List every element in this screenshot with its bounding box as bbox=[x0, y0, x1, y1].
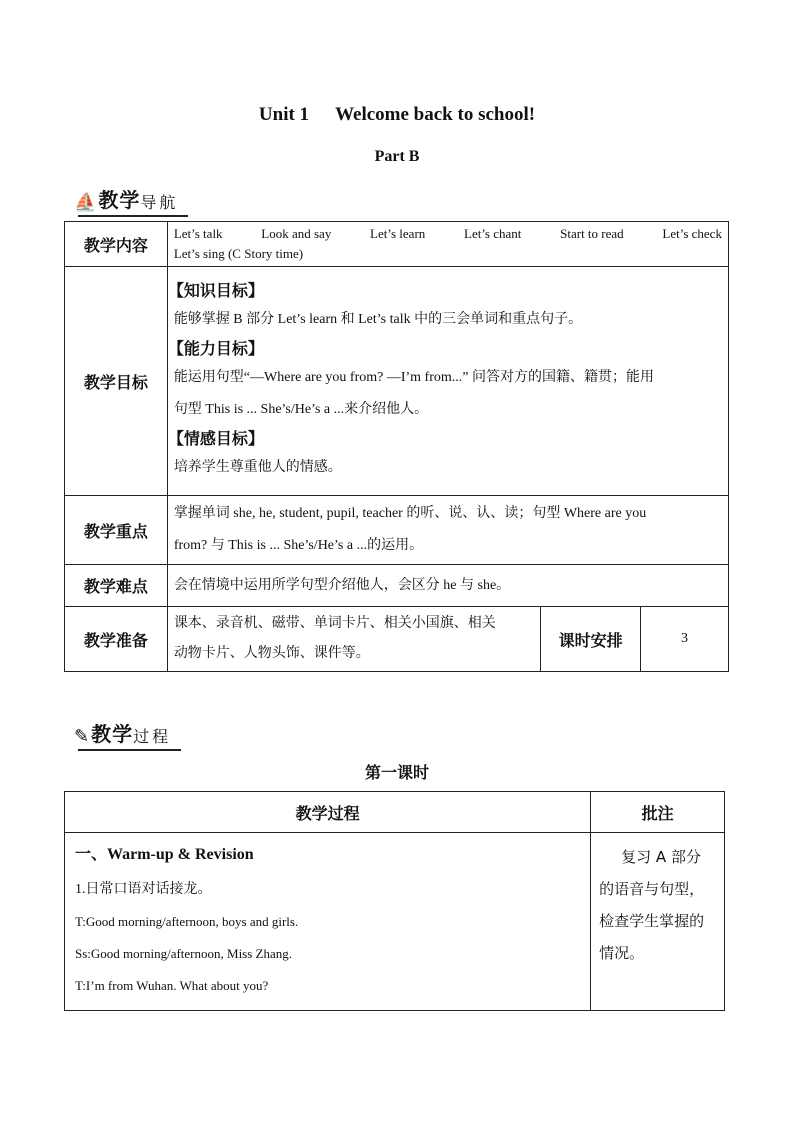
pencil-icon: ✎ bbox=[74, 726, 90, 747]
table-row bbox=[65, 833, 725, 1011]
goals-label: 教学目标 bbox=[65, 267, 168, 496]
schedule-value: 3 bbox=[641, 607, 729, 672]
unit-number: Unit 1 bbox=[258, 104, 310, 125]
schedule-label: 课时安排 bbox=[541, 607, 641, 672]
heading-big-text: 教学 bbox=[98, 188, 141, 212]
goals-cell bbox=[167, 267, 728, 496]
note-line: 检查学生掌握的 bbox=[599, 912, 705, 930]
note-line: 情况。 bbox=[599, 944, 645, 962]
table-row bbox=[65, 222, 729, 267]
unit-name: Welcome back to school! bbox=[335, 104, 536, 125]
content-label: 教学内容 bbox=[65, 222, 168, 267]
knowledge-goal-heading: 【知识目标】 bbox=[167, 281, 264, 300]
lesson-title: 第一课时 bbox=[364, 763, 429, 782]
note-line: 的语音与句型， bbox=[599, 880, 705, 898]
preparation-text-2: 动物卡片、人物头饰、课件等。 bbox=[173, 646, 370, 661]
note-line: 复习 A 部分 bbox=[621, 848, 701, 866]
list-item: Start to read bbox=[560, 226, 624, 241]
content-items bbox=[174, 224, 722, 244]
heading-small-text: 过程 bbox=[133, 727, 172, 746]
heading-big-text: 教学 bbox=[91, 722, 134, 746]
heading-underline bbox=[78, 749, 181, 751]
table-row bbox=[65, 565, 729, 607]
difficulties-label: 教学难点 bbox=[65, 565, 168, 607]
knowledge-goal-text: 能够掌握 B 部分 Let’s learn 和 Let’s talk 中的三会单词和重点句子。 bbox=[173, 312, 583, 327]
unit-title bbox=[0, 104, 794, 126]
teaching-guide-heading bbox=[74, 184, 178, 213]
difficulties-text: 会在情境中运用所学句型介绍他人，会区分 he 与 she。 bbox=[167, 565, 728, 607]
lesson-overview-table bbox=[64, 221, 729, 672]
key-points-cell bbox=[167, 496, 728, 565]
process-line: T:Good morning/afternoon, boys and girls. bbox=[75, 914, 299, 929]
preparation-label: 教学准备 bbox=[65, 607, 168, 672]
process-line: T:I’m from Wuhan. What about you? bbox=[75, 978, 269, 993]
content-line-2: Let’s sing (C Story time) bbox=[173, 246, 304, 261]
content-cell bbox=[167, 222, 728, 267]
table-row bbox=[65, 607, 729, 672]
ability-goal-heading: 【能力目标】 bbox=[167, 339, 264, 358]
key-points-text-1: 掌握单词 she, he, student, pupil, teacher 的听、说、认、读；句型 Where are you bbox=[173, 506, 647, 521]
teaching-process-table bbox=[64, 791, 725, 1011]
emotion-goal-heading: 【情感目标】 bbox=[167, 429, 264, 448]
key-points-text-2: from? 与 This is ... She’s/He’s a ...的运用。 bbox=[173, 538, 424, 553]
key-points-label: 教学重点 bbox=[65, 496, 168, 565]
heading-underline bbox=[78, 215, 188, 217]
section-title: 一、Warm-up & Revision bbox=[75, 846, 254, 863]
emotion-goal-text: 培养学生尊重他人的情感。 bbox=[173, 460, 342, 475]
list-item: Let’s check bbox=[662, 226, 722, 241]
list-item: Let’s learn bbox=[370, 226, 426, 241]
ability-goal-text-1: 能运用句型“—Where are you from? —I’m from...” 问答对方的国籍、籍贯；能用 bbox=[173, 370, 654, 385]
list-item: Let’s chant bbox=[464, 226, 522, 241]
table-row bbox=[65, 792, 725, 833]
part-title: Part B bbox=[374, 148, 420, 165]
preparation-cell bbox=[167, 607, 540, 672]
list-item: Look and say bbox=[261, 226, 332, 241]
note-column-header: 批注 bbox=[591, 792, 725, 833]
process-column-header: 教学过程 bbox=[65, 792, 591, 833]
teaching-process-heading bbox=[74, 718, 171, 747]
heading-small-text: 导航 bbox=[140, 193, 179, 212]
process-cell bbox=[65, 833, 591, 1011]
process-line: Ss:Good morning/afternoon, Miss Zhang. bbox=[75, 946, 293, 961]
process-line: 1.日常口语对话接龙。 bbox=[75, 882, 212, 897]
list-item: Let’s talk bbox=[173, 226, 223, 241]
preparation-text-1: 课本、录音机、磁带、单词卡片、相关小国旗、相关 bbox=[173, 616, 496, 631]
sail-icon: ⛵ bbox=[74, 192, 97, 213]
note-cell bbox=[591, 833, 725, 1011]
ability-goal-text-2: 句型 This is ... She’s/He’s a ...来介绍他人。 bbox=[173, 402, 429, 417]
table-row bbox=[65, 267, 729, 496]
table-row bbox=[65, 496, 729, 565]
